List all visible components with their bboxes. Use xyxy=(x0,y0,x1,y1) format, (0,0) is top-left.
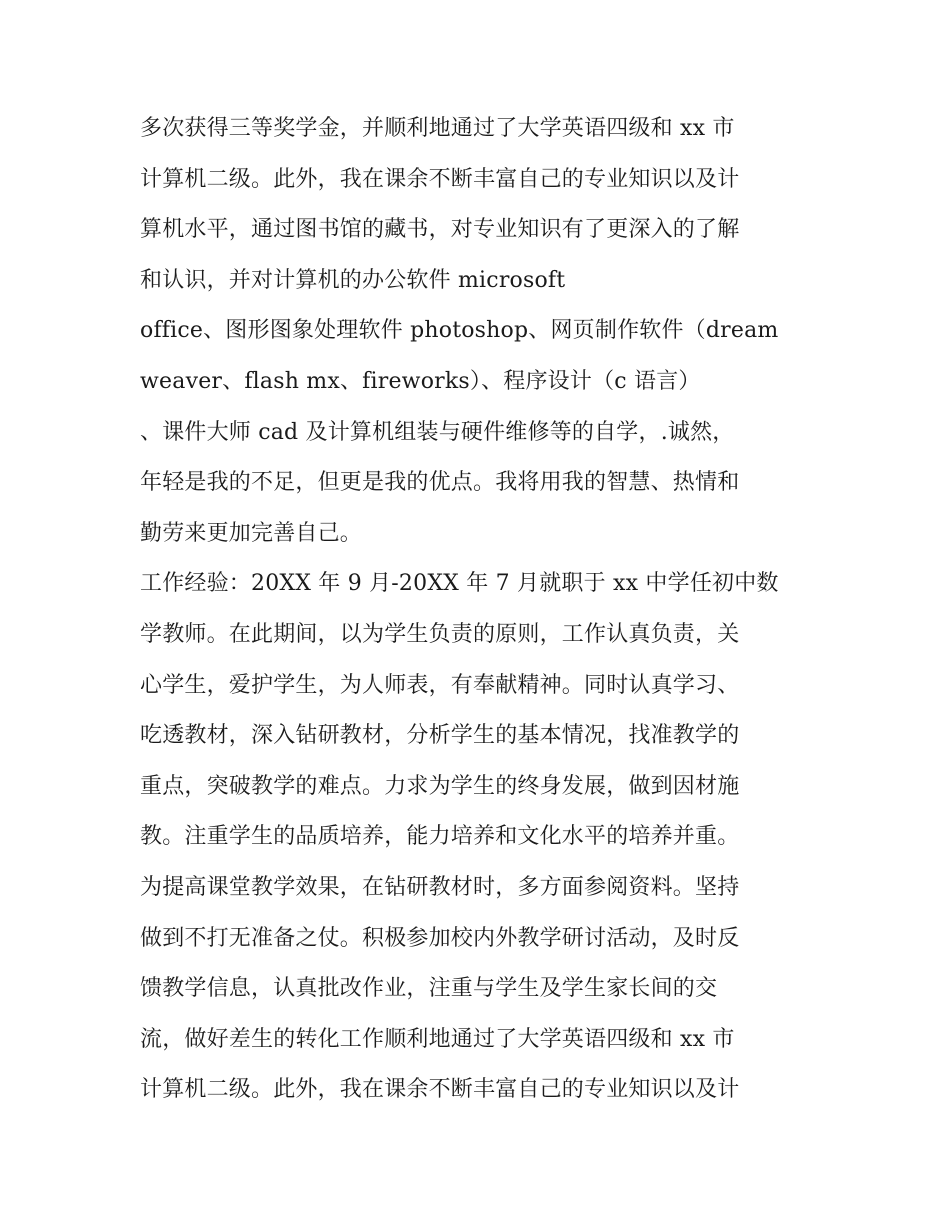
text-line: 和认识，并对计算机的办公软件 microsoft xyxy=(140,267,566,293)
text-line: 重点，突破教学的难点。力求为学生的终身发展，做到因材施 xyxy=(140,773,740,799)
text-line: 勤劳来更加完善自己。 xyxy=(140,520,363,546)
text-line: 计算机二级。此外，我在课余不断丰富自己的专业知识以及计 xyxy=(140,166,740,192)
text-line: 算机水平，通过图书馆的藏书，对专业知识有了更深入的了解 xyxy=(140,217,740,243)
text-line: 学教师。在此期间，以为学生负责的原则，工作认真负责，关 xyxy=(140,621,740,647)
text-line: 、课件大师 cad 及计算机组装与硬件维修等的自学，.诚然， xyxy=(140,419,735,445)
text-line: 多次获得三等奖学金，并顺利地通过了大学英语四级和 xx 市 xyxy=(140,116,735,141)
text-line: 年轻是我的不足，但更是我的优点。我将用我的智慧、热情和 xyxy=(140,470,740,496)
text-line: 吃透教材，深入钻研教材，分析学生的基本情况，找准教学的 xyxy=(140,723,740,749)
text-line: weaver、flash mx、fireworks）、程序设计（c 语言） xyxy=(140,368,701,394)
text-line: 教。注重学生的品质培养，能力培养和文化水平的培养并重。 xyxy=(140,824,740,850)
text-line: 流，做好差生的转化工作顺利地通过了大学英语四级和 xx 市 xyxy=(140,1026,735,1052)
text-line: 计算机二级。此外，我在课余不断丰富自己的专业知识以及计 xyxy=(140,1077,740,1103)
text-line: office、图形图象处理软件 photoshop、网页制作软件（dream xyxy=(140,318,779,344)
text-line: 为提高课堂教学效果，在钻研教材时，多方面参阅资料。坚持 xyxy=(140,874,740,900)
text-line: 工作经验：20XX 年 9 月-20XX 年 7 月就职于 xx 中学任初中数 xyxy=(140,571,779,597)
text-line: 心学生，爱护学生，为人师表，有奉献精神。同时认真学习、 xyxy=(140,672,740,698)
text-line: 馈教学信息，认真批改作业，注重与学生及学生家长间的交 xyxy=(140,976,718,1002)
body-text xyxy=(140,104,840,1116)
text-line: 做到不打无准备之仗。积极参加校内外教学研讨活动，及时反 xyxy=(140,925,740,951)
